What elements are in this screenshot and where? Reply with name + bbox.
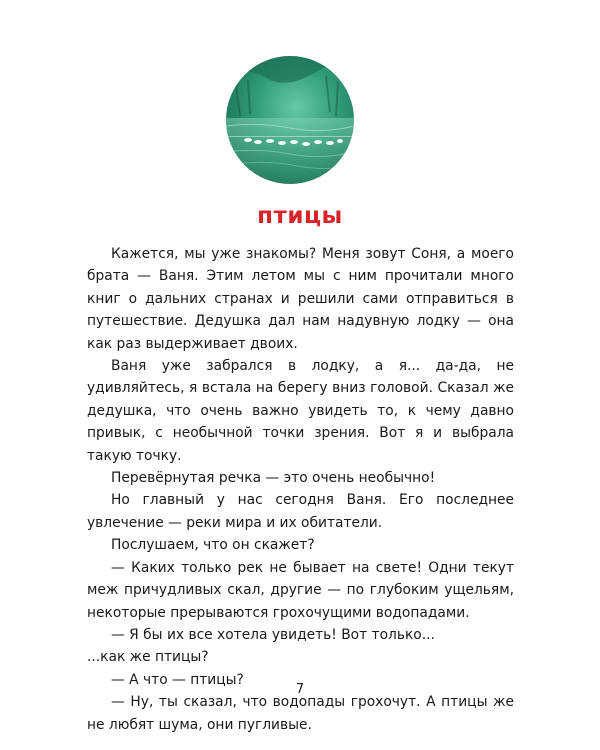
chapter-title: птицы [257, 203, 343, 229]
paragraph: Перевёрнутая речка — это очень необычно! [111, 470, 436, 487]
chapter-illustration [226, 56, 354, 184]
paragraph: Кажется, мы уже знакомы? Меня зовут Соня, а моего брата — Ваня. Этим летом мы с ним прочитали много книг о дальних странах и решили сами отправиться в путешествие. Дедушка дал нам надувную лодку — она как раз выдерживает двоих. [87, 246, 514, 352]
paragraph: ...как же птицы? [87, 649, 209, 666]
paragraph: — Каких только рек не бывает на свете! Одни текут меж причудливых скал, другие — по глубоким ущельям, некоторые прерываются грохочущими водопадами. [87, 559, 514, 621]
paragraph: Ваня уже забрался в лодку, а я... да-да, не удивляйтесь, я встала на берегу вниз головой. Сказал же дедушка, что очень важно увидеть то, к чему давно привык, с необычной точки зрения. Вот я и выбрала такую точку. [87, 358, 514, 464]
story-text [87, 243, 514, 736]
paragraph: Но главный у нас сегодня Ваня. Его последнее увлечение — реки мира и их обитатели. [87, 492, 514, 531]
paragraph: — Ну, ты сказал, что водопады грохочут. А птицы же не любят шума, они пугливые. [87, 694, 514, 733]
page-number: 7 [295, 682, 305, 697]
paragraph: Послушаем, что он скажет? [111, 537, 315, 554]
river-birds-illustration [226, 56, 354, 184]
paragraph: — Я бы их все хотела увидеть! Вот только... [111, 626, 435, 643]
paragraph: — А что — птицы? [111, 671, 244, 688]
